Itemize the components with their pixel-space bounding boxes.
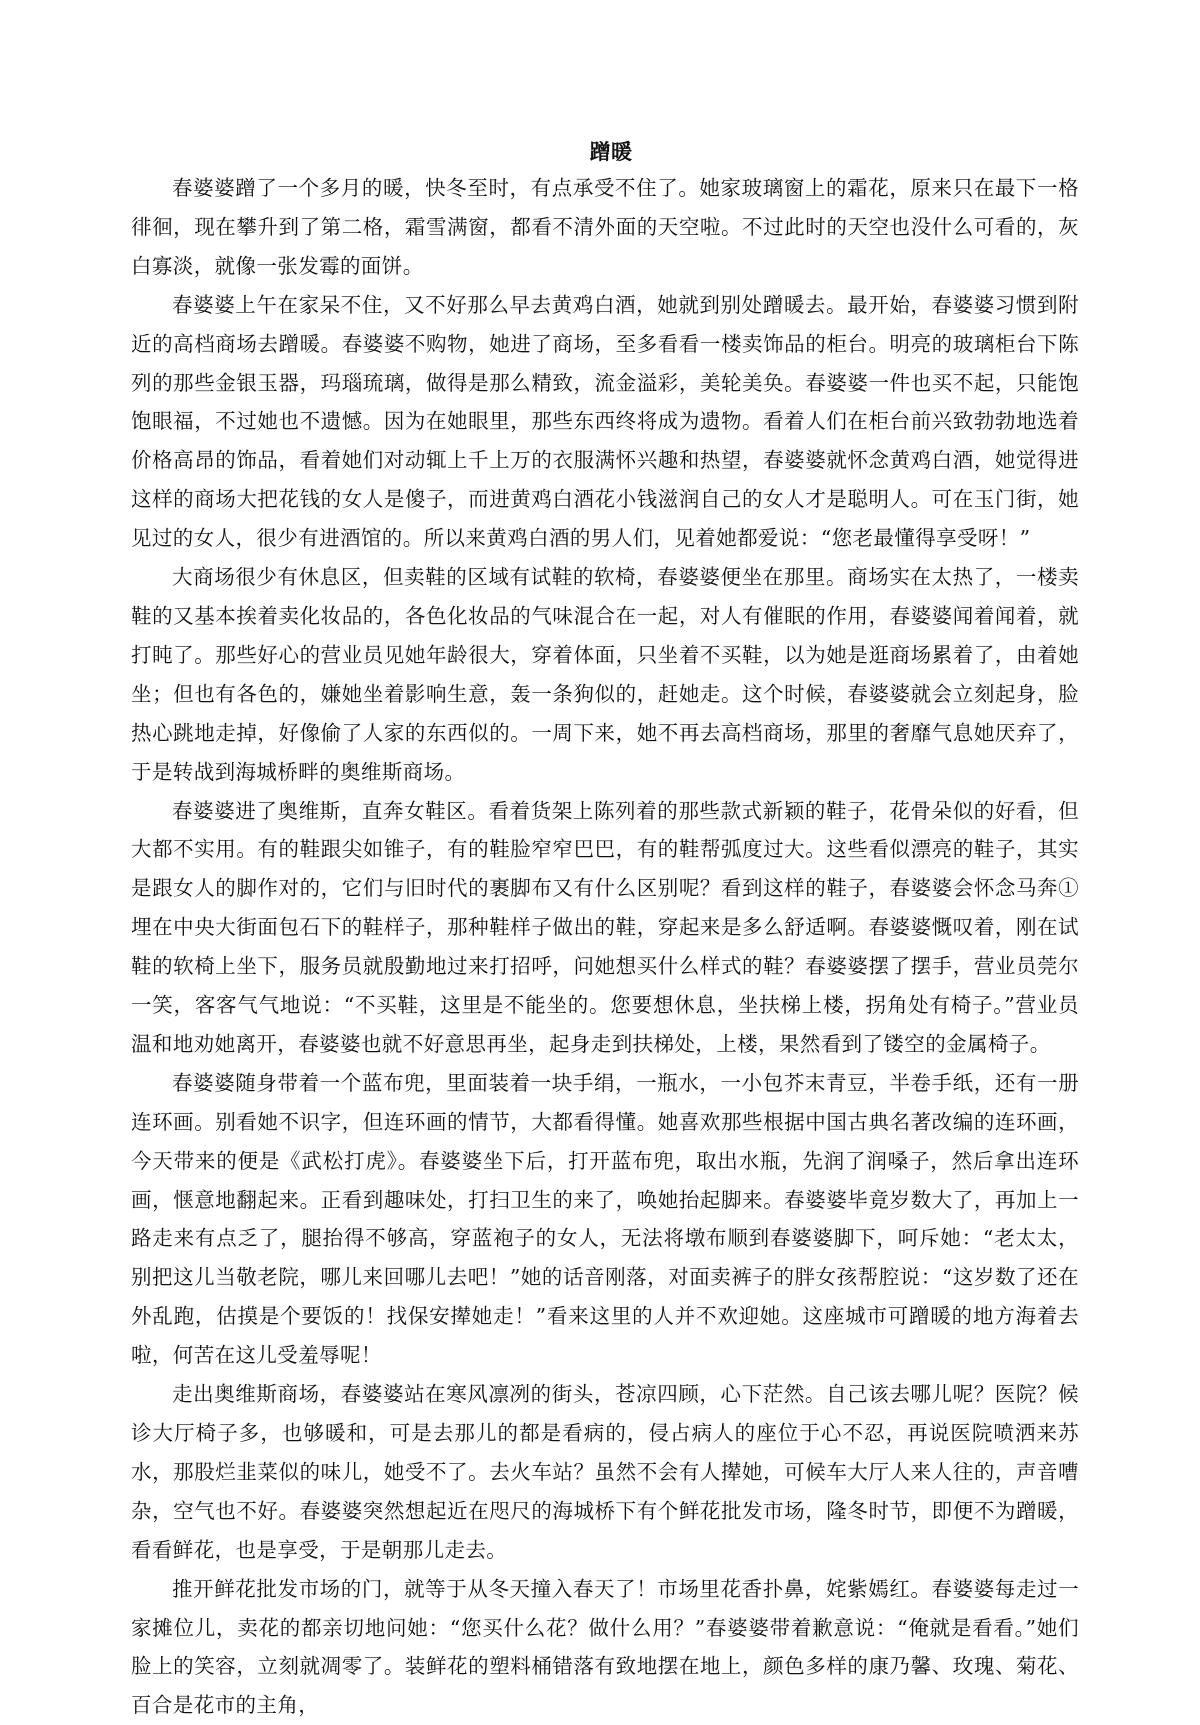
article-body bbox=[131, 135, 1079, 1725]
article-paragraph: 春婆婆随身带着一个蓝布兜，里面装着一块手绢，一瓶水，一小包芥末青豆，半卷手纸，还有一册连环画。别看她不识字，但连环画的情节，大都看得懂。她喜欢那些根据中国古典名著改编的连环画，今天带来的便是《武松打虎》。春婆婆坐下后，打开蓝布兜，取出水瓶，先润了润嗓子，然后拿出连环画，惬意地翻起来。正看到趣味处，打扫卫生的来了，唤她抬起脚来。春婆婆毕竟岁数大了，再加上一路走来有点乏了，腿抬得不够高，穿蓝袍子的女人，无法将墩布顺到春婆婆脚下，呵斥她：“老太太，别把这儿当敬老院，哪儿来回哪儿去吧！”她的话音刚落，对面卖裤子的胖女孩帮腔说：“这岁数了还在外乱跑，估摸是个要饭的！找保安撵她走！”看来这里的人并不欢迎她。这座城市可蹭暖的地方海着去啦，何苦在这儿受羞辱呢！ bbox=[131, 1070, 1079, 1368]
article-paragraph: 走出奥维斯商场，春婆婆站在寒风凛冽的街头，苍凉四顾，心下茫然。自己该去哪儿呢？医院？候诊大厅椅子多，也够暖和，可是去那儿的都是看病的，侵占病人的座位于心不忍，再说医院喷洒来苏水，那股烂韭菜似的味儿，她受不了。去火车站？虽然不会有人撵她，可候车大厅人来人往的，声音嘈杂，空气也不好。春婆婆突然想起近在咫尺的海城桥下有个鲜花批发市场，隆冬时节，即便不为蹭暖，看看鲜花，也是享受，于是朝那儿走去。 bbox=[131, 1382, 1079, 1562]
article-paragraph: 大商场很少有休息区，但卖鞋的区域有试鞋的软椅，春婆婆便坐在那里。商场实在太热了，一楼卖鞋的又基本挨着卖化妆品的，各色化妆品的气味混合在一起，对人有催眠的作用，春婆婆闻着闻着，就打盹了。那些好心的营业员见她年龄很大，穿着体面，只坐着不买鞋，以为她是逛商场累着了，由着她坐；但也有各色的，嫌她坐着影响生意，轰一条狗似的，赶她走。这个时候，春婆婆就会立刻起身，脸热心跳地走掉，好像偷了人家的东西似的。一周下来，她不再去高档商场，那里的奢靡气息她厌弃了，于是转战到海城桥畔的奥维斯商场。 bbox=[131, 565, 1079, 784]
article-paragraph: 推开鲜花批发市场的门，就等于从冬天撞入春天了！市场里花香扑鼻，姹紫嫣红。春婆婆每走过一家摊位儿，卖花的都亲切地问她：“您买什么花？做什么用？”春婆婆带着歉意说：“俺就是看看。”她们脸上的笑容，立刻就凋零了。装鲜花的塑料桶错落有致地摆在地上，颜色多样的康乃馨、玫瑰、菊花、百合是花市的主角， bbox=[131, 1576, 1079, 1718]
article-title: 蹭暖 bbox=[589, 139, 633, 164]
article-paragraph: 春婆婆蹭了一个多月的暖，快冬至时，有点承受不住了。她家玻璃窗上的霜花，原来只在最下一格徘徊，现在攀升到了第二格，霜雪满窗，都看不清外面的天空啦。不过此时的天空也没什么可看的，灰白寡淡，就像一张发霉的面饼。 bbox=[131, 176, 1079, 278]
article-paragraph: 春婆婆进了奥维斯，直奔女鞋区。看着货架上陈列着的那些款式新颖的鞋子，花骨朵似的好看，但大都不实用。有的鞋跟尖如锥子，有的鞋脸窄窄巴巴，有的鞋帮弧度过大。这些看似漂亮的鞋子，其实是跟女人的脚作对的，它们与旧时代的裹脚布又有什么区别呢？看到这样的鞋子，春婆婆会怀念马奔①埋在中央大街面包石下的鞋样子，那种鞋样子做出的鞋，穿起来是多么舒适啊。春婆婆慨叹着，刚在试鞋的软椅上坐下，服务员就殷勤地过来打招呼，问她想买什么样式的鞋？春婆婆摆了摆手，营业员莞尔一笑，客客气气地说：“不买鞋，这里是不能坐的。您要想休息，坐扶梯上楼，拐角处有椅子。”营业员温和地劝她离开，春婆婆也就不好意思再坐，起身走到扶梯处，上楼，果然看到了镂空的金属椅子。 bbox=[131, 798, 1079, 1056]
article-paragraph: 春婆婆上午在家呆不住，又不好那么早去黄鸡白酒，她就到别处蹭暖去。最开始，春婆婆习惯到附近的高档商场去蹭暖。春婆婆不购物，她进了商场，至多看看一楼卖饰品的柜台。明亮的玻璃柜台下陈列的那些金银玉器，玛瑙琉璃，做得是那么精致，流金溢彩，美轮美奂。春婆婆一件也买不起，只能饱饱眼福，不过她也不遗憾。因为在她眼里，那些东西终将成为遗物。看着人们在柜台前兴致勃勃地选着价格高昂的饰品，看着她们对动辄上千上万的衣服满怀兴趣和热望，春婆婆就怀念黄鸡白酒，她觉得进这样的商场大把花钱的女人是傻子，而进黄鸡白酒花小钱滋润自己的女人才是聪明人。可在玉门街，她见过的女人，很少有进酒馆的。所以来黄鸡白酒的男人们，见着她都爱说：“您老最懂得享受呀！” bbox=[131, 292, 1079, 551]
